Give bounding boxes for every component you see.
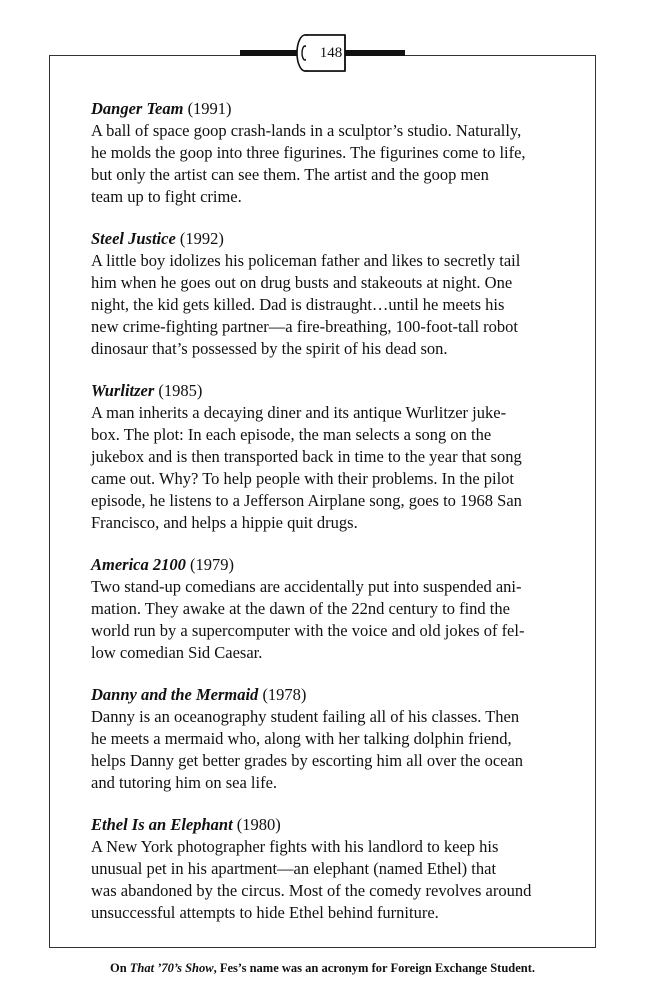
show-description: A New York photographer fights with his landlord to keep his unusual pet in his apartment—an elephant (named Ethel) that was abandoned by the circus. Most of the comedy revolves around unsuccessful attempts to hide Ethel behind furniture. [91, 837, 532, 922]
entry-steel-justice [91, 228, 561, 360]
show-description: A little boy idolizes his policeman father and likes to secretly tail him when he goes out on drug busts and stakeouts at night. One night, the kid gets killed. Dad is distraught…until he meets his new crime-fighting partner—a fire-breathing, 100-foot-tall robot dinosaur that’s possessed by the spirit of his dead son. [91, 251, 521, 358]
show-description: Danny is an oceanography student failing all of his classes. Then he meets a mermaid who, along with her talking dolphin friend, helps Danny get better grades by escorting him all over the ocean and tutoring him on sea life. [91, 707, 524, 792]
show-name: America 2100 [91, 555, 186, 574]
page-header [240, 30, 405, 74]
entry-list [91, 98, 561, 944]
header-rule-left [240, 50, 302, 56]
entry-ethel-is-an-elephant [91, 814, 561, 924]
trivia-footer [49, 960, 596, 976]
show-year: (1992) [179, 229, 224, 248]
entry-danny-and-the-mermaid [91, 684, 561, 794]
show-name: Wurlitzer [91, 381, 155, 400]
show-year: (1991) [187, 99, 232, 118]
show-description: Two stand-up comedians are accidentally put into suspended ani- mation. They awake at the dawn of the 22nd century to find the world run by a supercomputer with the voice and old jokes of fel- low comedian Sid Caesar. [91, 577, 525, 662]
entry-title [91, 228, 561, 250]
show-name: Steel Justice [91, 229, 176, 248]
footer-suffix: , Fes’s name was an acronym for Foreign Exchange Student. [213, 961, 536, 975]
show-description: A ball of space goop crash-lands in a sculptor’s studio. Naturally, he molds the goop into three figurines. The figurines come to life, but only the artist can see them. The artist and the goop men team up to fight crime. [91, 121, 526, 206]
header-rule-right [343, 50, 405, 56]
entry-america-2100 [91, 554, 561, 664]
entry-title [91, 684, 561, 706]
show-year: (1980) [236, 815, 281, 834]
entry-title [91, 380, 561, 402]
show-description: A man inherits a decaying diner and its antique Wurlitzer juke- box. The plot: In each episode, the man selects a song on the jukebox and is then transported back in time to the year that song came out. Why? To help people with their problems. In the pilot episode, he listens to a Jefferson Airplane song, goes to 1968 San Francisco, and helps a hippie quit drugs. [91, 403, 522, 532]
show-year: (1985) [158, 381, 203, 400]
entry-danger-team [91, 98, 561, 208]
show-year: (1978) [262, 685, 307, 704]
entry-wurlitzer [91, 380, 561, 534]
entry-title [91, 554, 561, 576]
show-name: Danny and the Mermaid [91, 685, 259, 704]
footer-show-title: That ’70’s Show [129, 961, 214, 975]
show-name: Ethel Is an Elephant [91, 815, 233, 834]
footer-prefix: On [109, 961, 130, 975]
show-year: (1979) [190, 555, 234, 574]
show-name: Danger Team [91, 99, 184, 118]
entry-title [91, 814, 561, 836]
entry-title [91, 98, 561, 120]
page-number: 148 [319, 45, 343, 61]
